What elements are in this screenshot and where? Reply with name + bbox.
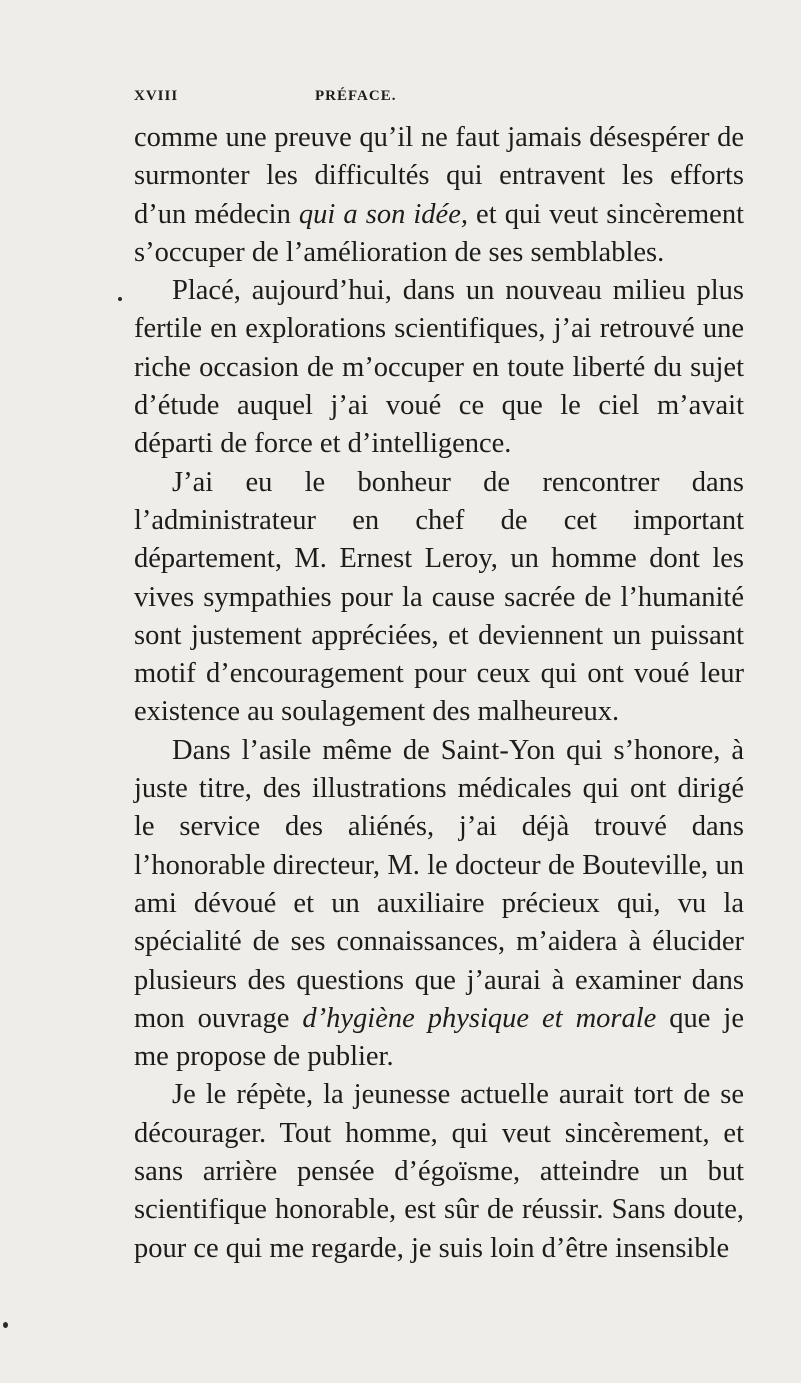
- italic-phrase: qui a son idée,: [298, 198, 468, 230]
- text-segment: comme une preuve qu’il ne faut jamais désespérer de surmonter les difficultés qui entravent les efforts d’un médecin: [134, 122, 744, 230]
- text-segment: que je me propose de publier.: [134, 1002, 744, 1073]
- paragraph-4: [134, 732, 744, 1077]
- print-speck: [3, 1322, 8, 1328]
- paragraph-3: J’ai eu le bonheur de rencontrer dans l’administrateur en chef de cet important département, M. Ernest Leroy, un homme dont les vives sympathies pour la cause sacrée de l’humanité sont justement appréciées, et deviennent un puissant motif d’encouragement pour ceux qui ont voué leur existence au soulagement des malheureux.: [134, 466, 744, 728]
- running-head: [134, 88, 734, 112]
- paragraph-1: [134, 119, 744, 272]
- paragraph-5: Je le répète, la jeunesse actuelle aurait tort de se décourager. Tout homme, qui veut sincèrement, et sans arrière pensée d’égoïsme, atteindre un but scientifique honorable, est sûr de réussir. Sans doute, pour ce qui me regarde, je suis loin d’être insensible: [134, 1079, 744, 1264]
- text-segment: et qui veut sincèrement s’occuper de l’amélioration de ses semblables.: [134, 198, 744, 268]
- body-text: [134, 119, 744, 1268]
- paragraph-2: Placé, aujourd’hui, dans un nouveau milieu plus fertile en explorations scientifiques, j’ai retrouvé une riche occasion de m’occuper en toute liberté du sujet d’étude auquel j’ai voué ce que le ciel m’avait départi de force et d’intelligence.: [134, 275, 744, 460]
- running-title: PRÉFACE.: [315, 88, 397, 104]
- page-number: XVIII: [134, 88, 179, 104]
- print-speck: [118, 297, 122, 301]
- italic-phrase: d’hygiène physique et morale: [302, 1002, 657, 1034]
- text-segment: Dans l’asile même de Saint-Yon qui s’honore, à juste titre, des illustrations médicales qui ont dirigé le service des aliénés, j’ai déjà trouvé dans l’honorable directeur, M. le docteur de Bouteville, un ami dévoué et un auxiliaire précieux qui, vu la spécialité de ses connaissances, m’aidera à élucider plusieurs des questions que j’aurai à examiner dans mon ouvrage: [134, 734, 744, 1034]
